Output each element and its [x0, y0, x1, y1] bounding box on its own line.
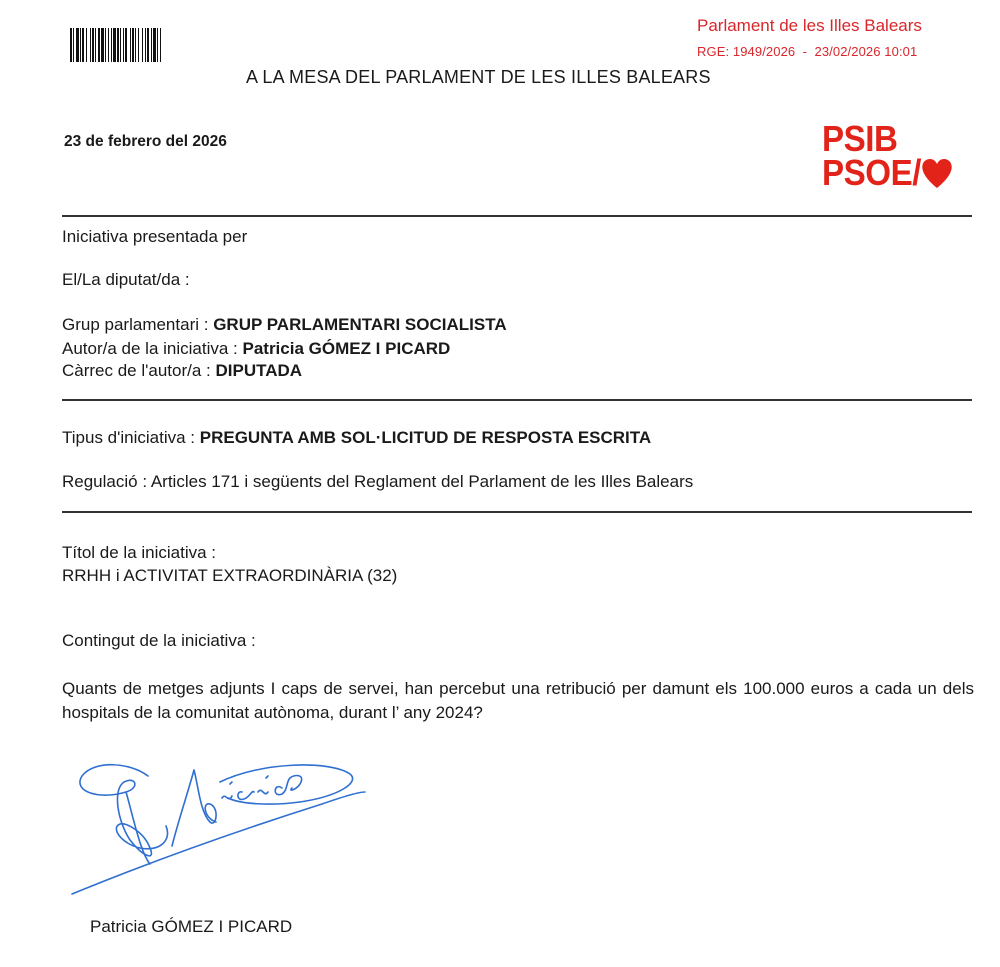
- type-row: [62, 428, 651, 448]
- group-row: [62, 315, 507, 335]
- logo-line-1: PSIB: [822, 118, 898, 159]
- author-row: [62, 339, 450, 359]
- addressee: A LA MESA DEL PARLAMENT DE LES ILLES BALEARS: [246, 67, 711, 87]
- handwritten-signature: [60, 752, 370, 917]
- position-row: [62, 361, 302, 381]
- title-value: RRHH i ACTIVITAT EXTRAORDINÀRIA (32): [62, 566, 398, 585]
- divider: [62, 511, 972, 513]
- author-value: Patricia GÓMEZ I PICARD: [242, 339, 451, 358]
- group-label: Grup parlamentari :: [62, 315, 214, 334]
- presented-by-label: Iniciativa presentada per: [62, 227, 248, 246]
- type-value: PREGUNTA AMB SOL·LICITUD DE RESPOSTA ESCRITA: [199, 428, 652, 447]
- document-date: 23 de febrero del 2026: [64, 133, 227, 150]
- registry-stamp: [697, 16, 922, 59]
- group-value: GRUP PARLAMENTARI SOCIALISTA: [213, 315, 507, 334]
- divider: [62, 399, 972, 401]
- content-text: Quants de metges adjunts I caps de servei, han percebut una retribució per damunt els 100.000 euros a cada un dels hospitals de la comunitat autònoma, durant l’ any 2024?: [62, 679, 974, 722]
- position-value: DIPUTADA: [215, 361, 303, 380]
- position-label: Càrrec de l'autor/a :: [62, 361, 216, 380]
- deputy-label: El/La diputat/da :: [62, 270, 190, 289]
- content-label: Contingut de la iniciativa :: [62, 631, 256, 650]
- heart-icon: [921, 159, 952, 194]
- logo-line-2: PSOE/: [822, 152, 921, 193]
- title-label: Títol de la iniciativa :: [62, 543, 217, 562]
- divider: [62, 215, 972, 217]
- regulation: Regulació : Articles 171 i següents del Reglament del Parlament de les Illes Balears: [62, 472, 694, 491]
- type-label: Tipus d'iniciativa :: [62, 428, 200, 447]
- signatory-name: Patricia GÓMEZ I PICARD: [90, 917, 293, 936]
- stamp-title: Parlament de les Illes Balears: [697, 16, 922, 35]
- stamp-registry-number: RGE: 1949/2026 - 23/02/2026 10:01: [697, 44, 918, 59]
- party-logo: [822, 118, 952, 194]
- barcode-bar: [161, 28, 163, 62]
- registry-barcode: [70, 28, 232, 62]
- author-label: Autor/a de la iniciativa :: [62, 339, 243, 358]
